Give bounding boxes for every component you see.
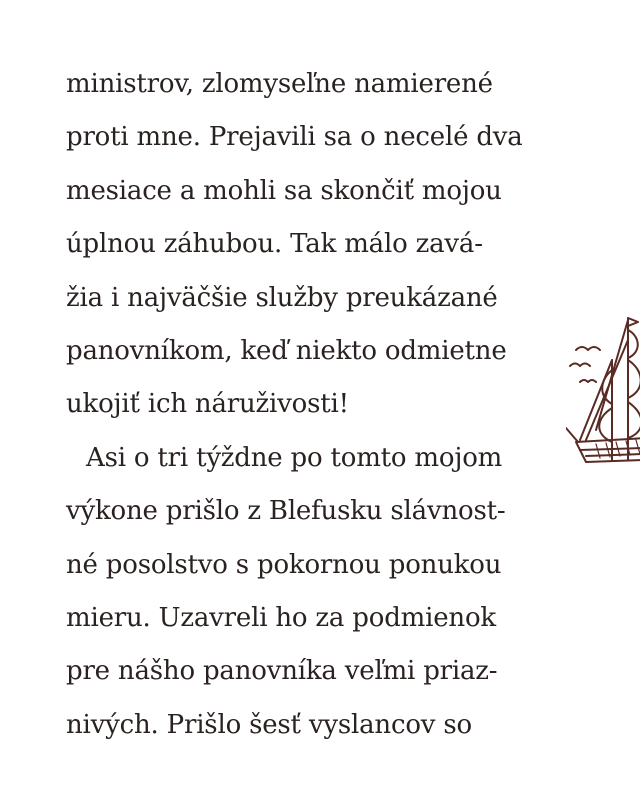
text-line: mieru. Uzavreli ho za podmienok xyxy=(66,602,496,633)
text-line: proti mne. Prejavili sa o necelé dva xyxy=(66,122,523,153)
body-text xyxy=(66,58,586,752)
text-line: úplnou záhubou. Tak málo zavá- xyxy=(66,229,483,260)
text-line: né posolstvo s pokornou ponukou xyxy=(66,549,502,580)
text-line: pre nášho panovníka veľmi priaz- xyxy=(66,656,498,687)
text-line: ukojiť ich náruživosti! xyxy=(66,389,349,420)
sailing-ship-sketch-icon xyxy=(566,310,640,470)
text-line: žia i najväčšie služby preukázané xyxy=(66,282,498,313)
text-line: nivých. Prišlo šesť vyslancov so xyxy=(66,709,472,740)
text-line: výkone prišlo z Blefusku slávnost- xyxy=(66,496,506,527)
text-line: mesiace a mohli sa skončiť mojou xyxy=(66,175,502,206)
text-line: panovníkom, keď niekto odmietne xyxy=(66,335,507,366)
text-line: ministrov, zlomyseľne namierené xyxy=(66,69,493,99)
paragraph-first-line: Asi o tri týždne po tomto mojom xyxy=(86,442,503,473)
